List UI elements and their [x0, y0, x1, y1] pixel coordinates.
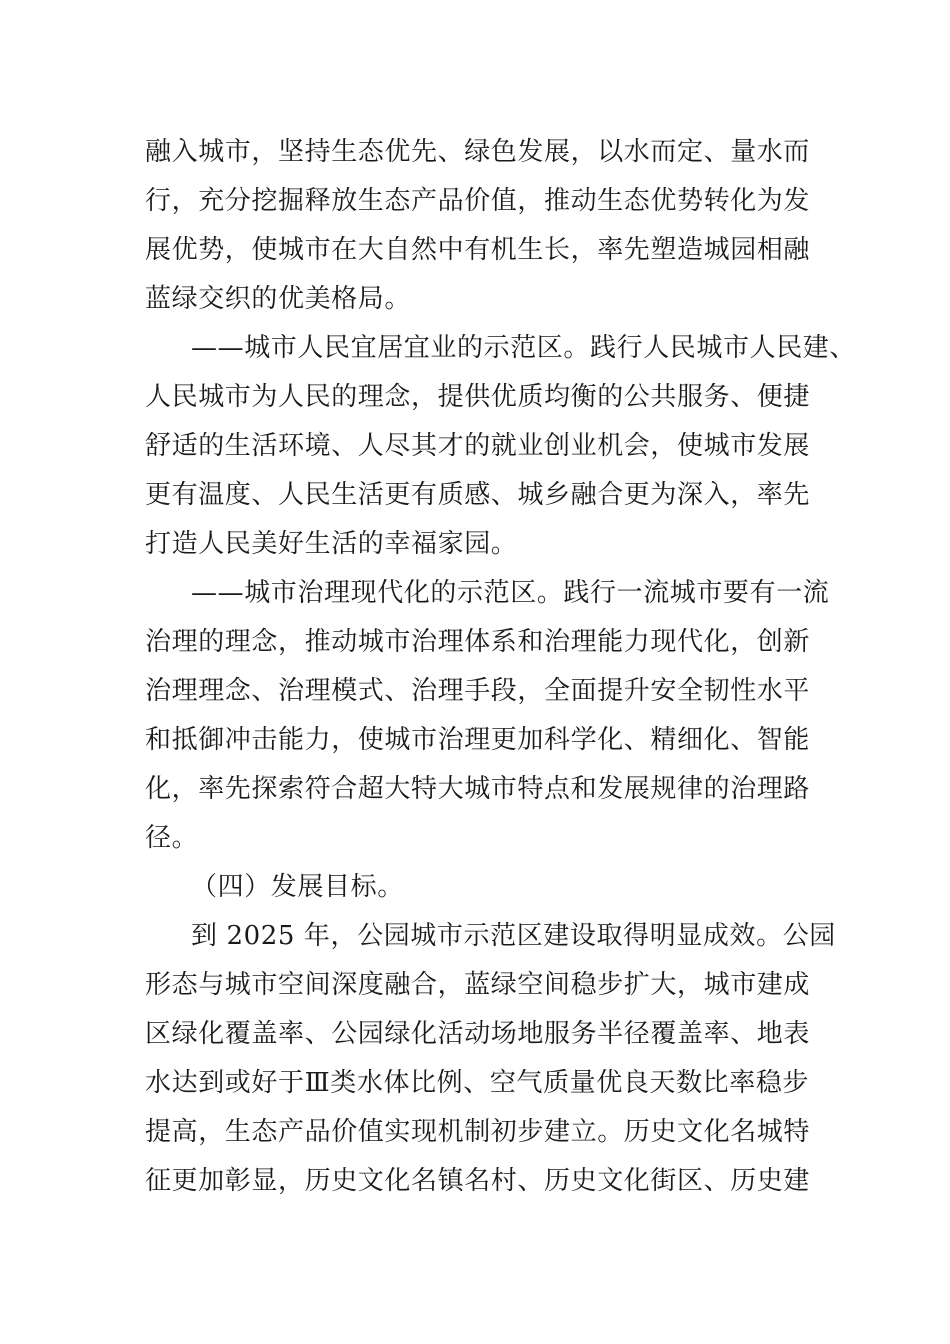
text-line: ——城市人民宜居宜业的示范区。践行人民城市人民建、: [191, 333, 857, 363]
text-line: 治理理念、治理模式、治理手段，全面提升安全韧性水平: [145, 676, 811, 706]
body-text: [145, 128, 857, 1206]
text-line: 蓝绿交织的优美格局。: [145, 284, 412, 314]
text-line: 到 2025 年，公园城市示范区建设取得明显成效。公园: [191, 921, 836, 951]
text-line: 提高，生态产品价值实现机制初步建立。历史文化名城特: [145, 1117, 811, 1147]
text-line: 径。: [145, 823, 199, 853]
text-line: 更有温度、人民生活更有质感、城乡融合更为深入，率先: [145, 480, 811, 510]
text-line: 治理的理念，推动城市治理体系和治理能力现代化，创新: [145, 627, 811, 657]
text-line: 区绿化覆盖率、公园绿化活动场地服务半径覆盖率、地表: [145, 1019, 811, 1049]
text-line: 人民城市为人民的理念，提供优质均衡的公共服务、便捷: [145, 382, 811, 412]
text-line: ——城市治理现代化的示范区。践行一流城市要有一流: [191, 578, 830, 608]
text-line: 水达到或好于Ⅲ类水体比例、空气质量优良天数比率稳步: [145, 1068, 810, 1098]
text-line: 打造人民美好生活的幸福家园。: [145, 529, 518, 559]
text-line: 征更加彰显，历史文化名镇名村、历史文化街区、历史建: [145, 1166, 811, 1196]
section-heading: （四）发展目标。: [191, 872, 404, 902]
text-line: 融入城市，坚持生态优先、绿色发展，以水而定、量水而: [145, 137, 811, 167]
text-line: 行，充分挖掘释放生态产品价值，推动生态优势转化为发: [145, 186, 811, 216]
text-line: 展优势，使城市在大自然中有机生长，率先塑造城园相融: [145, 235, 811, 265]
text-line: 形态与城市空间深度融合，蓝绿空间稳步扩大，城市建成: [145, 970, 811, 1000]
text-line: 舒适的生活环境、人尽其才的就业创业机会，使城市发展: [145, 431, 811, 461]
text-line: 化，率先探索符合超大特大城市特点和发展规律的治理路: [145, 774, 811, 804]
text-line: 和抵御冲击能力，使城市治理更加科学化、精细化、智能: [145, 725, 811, 755]
